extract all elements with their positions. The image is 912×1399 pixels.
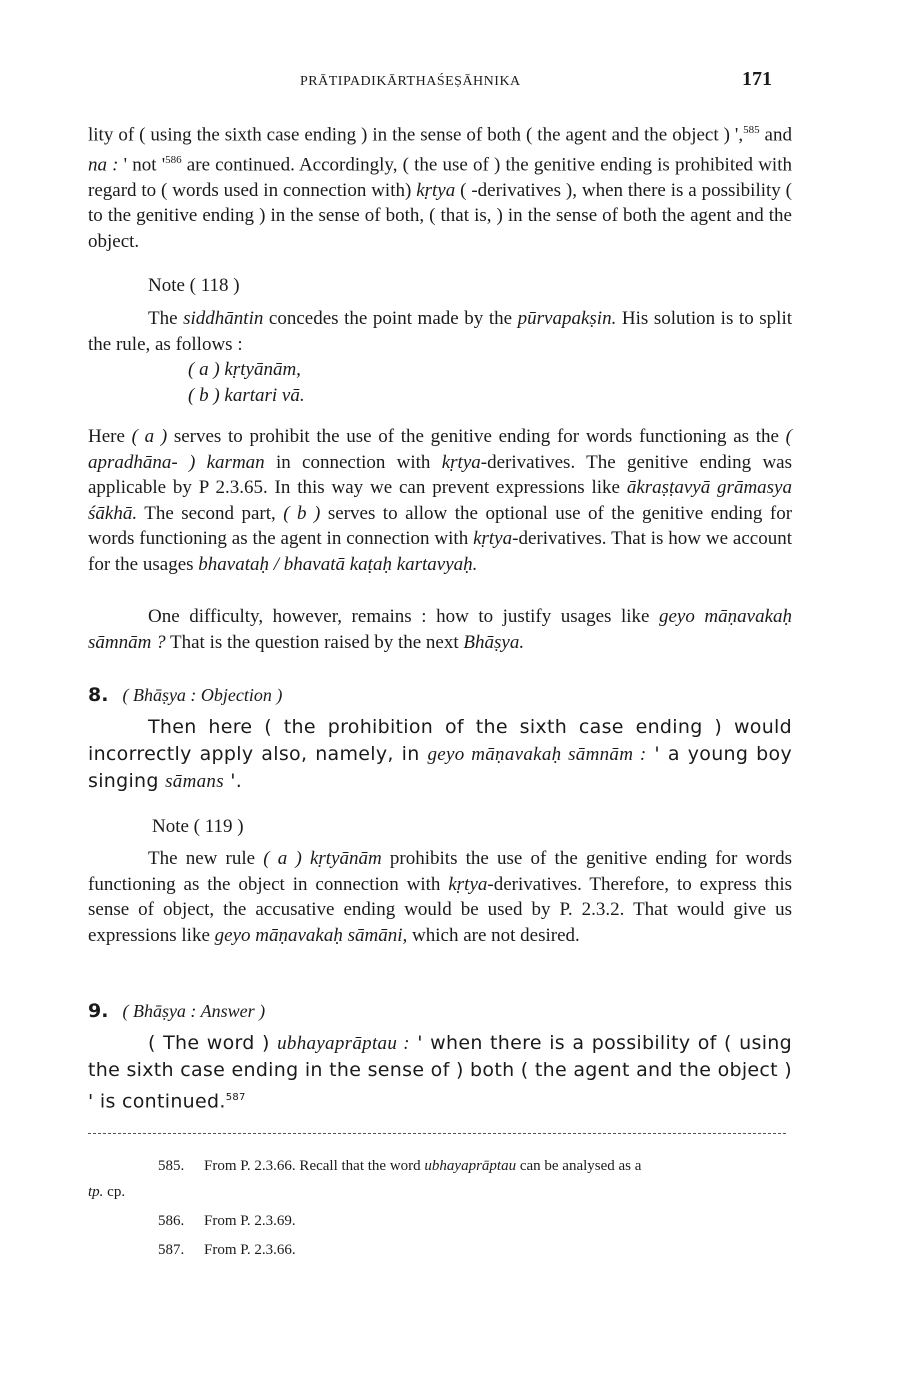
text: ' a young boy singing <box>88 743 792 792</box>
section-title: ( Bhāṣya : Objection ) <box>122 685 283 705</box>
term: ubhayaprāptau : <box>277 1033 410 1054</box>
term: geyo māṇavakaḥ sāmnām : <box>427 744 647 765</box>
term: na : <box>88 154 119 176</box>
text: '. <box>223 770 243 792</box>
term: geyo māṇavakaḥ sāmnām ? <box>88 606 792 653</box>
term: pūrvapakṣin. <box>517 308 617 329</box>
footnote-ref-587[interactable]: 587 <box>225 1092 246 1103</box>
text: From P. 2.3.66. Recall that the word <box>204 1158 425 1174</box>
term: kṛtya <box>473 528 513 549</box>
text: ( The word ) <box>148 1032 278 1054</box>
term: kṛtya <box>441 451 481 473</box>
term: ( apradhāna- ) karman <box>88 426 792 473</box>
section-title: ( Bhāṣya : Answer ) <box>122 1001 266 1021</box>
footnote-divider <box>88 1133 786 1134</box>
term: ( a ) kṛtyānām <box>263 848 382 869</box>
note-118-paragraph-1 <box>88 306 792 408</box>
term: geyo māṇavakaḥ sāmāni, <box>214 924 408 946</box>
section-9-heading <box>88 1000 265 1022</box>
text: That is the question raised by the next <box>165 631 464 653</box>
term: ( a ) <box>131 426 168 447</box>
note-119-heading: Note ( 119 ) <box>152 816 244 837</box>
footnote-number: 585. <box>158 1158 185 1174</box>
note-118-paragraph-2 <box>88 424 792 577</box>
section-number: 9. <box>88 1000 109 1022</box>
page-number: 171 <box>742 68 772 90</box>
rule-part-b: ( b ) kartari vā. <box>188 384 305 406</box>
text: cp. <box>103 1184 126 1200</box>
text: concedes the point made by the <box>263 308 518 329</box>
note-118-heading: Note ( 118 ) <box>148 275 240 296</box>
paragraph-continuation <box>88 118 792 254</box>
footnote-ref-585[interactable]: 585 <box>743 124 760 136</box>
text: The second part, <box>137 502 284 524</box>
text: ' when there is a possibility of ( using the sixth case ending in the sense of ) both ( the agent and the object ) ' is continued. <box>88 1032 792 1113</box>
term: tp. <box>88 1184 104 1200</box>
text: One difficulty, however, remains : how to justify usages like <box>148 606 659 627</box>
term: ākraṣṭavyā grāmasya śākhā. <box>88 477 792 524</box>
text: lity of ( using the sixth case ending ) in the sense of both ( the agent and the object ) ', <box>88 124 744 146</box>
text: -derivatives. The genitive ending was applicable by P 2.3.65. In this way we can prevent expressions like <box>88 451 792 498</box>
text: can be analysed as a <box>516 1158 642 1174</box>
term: kṛtya <box>448 873 488 895</box>
section-number: 8. <box>88 684 109 706</box>
text: The <box>148 308 184 329</box>
text: Then here ( the prohibition of the sixth case ending ) would incorrectly apply also, namely, in <box>88 716 792 765</box>
text: The new rule <box>148 848 264 869</box>
term: siddhāntin <box>183 308 264 329</box>
note-118-paragraph-3 <box>88 604 792 655</box>
footnote-586 <box>88 1208 794 1234</box>
footnote-587 <box>88 1237 794 1263</box>
section-8-heading <box>88 684 282 706</box>
text: -derivatives. That is how we account for the usages <box>88 528 792 575</box>
text: and <box>759 124 792 146</box>
term: ( b ) <box>283 502 321 524</box>
text: His solution is to split the rule, as follows : <box>88 308 793 355</box>
text: are continued. Accordingly, ( the use of ) the genitive ending is prohibited with regard to ( words used in connection with) <box>88 154 792 201</box>
footnote-number: 587. <box>158 1242 185 1258</box>
term: Bhāṣya. <box>463 631 525 653</box>
term: kṛtya <box>416 179 456 201</box>
text: in connection with <box>264 451 442 473</box>
footnote-ref-586[interactable]: 586 <box>165 153 182 166</box>
term: ubhayaprāptau <box>424 1158 517 1174</box>
text: ' not ' <box>118 154 166 176</box>
text: prohibits the use of the genitive ending for words functioning as the object in connection with <box>88 848 792 895</box>
term: sāmans <box>165 771 224 792</box>
text: serves to prohibit the use of the genitive ending for words functioning as the <box>167 426 786 447</box>
section-8-text <box>88 714 792 795</box>
rule-part-a: ( a ) kṛtyānām, <box>188 359 301 380</box>
term: bhavataḥ / bhavatā kaṭaḥ kartavyaḥ. <box>198 553 478 575</box>
text: From P. 2.3.66. <box>204 1242 296 1258</box>
text: Here <box>88 426 132 447</box>
note-119-paragraph <box>88 846 792 948</box>
text: ( -derivatives ), when there is a possibility ( to the genitive ending ) in the sense of both, ( that is, ) in the sense of both the agent and the object. <box>88 179 792 252</box>
footnote-585 <box>88 1153 794 1205</box>
text: From P. 2.3.69. <box>204 1213 296 1229</box>
footnote-number: 586. <box>158 1213 185 1229</box>
text: serves to allow the optional use of the genitive ending for words functioning as the agent in connection with <box>88 502 793 549</box>
section-9-text <box>88 1030 792 1115</box>
text: -derivatives. Therefore, to express this sense of object, the accusative ending would be used by P. 2.3.2. That would give us expressions like <box>88 873 792 946</box>
text: which are not desired. <box>407 924 580 946</box>
running-title: PRĀTIPADIKĀRTHAŚEṢĀHNIKA <box>300 74 521 89</box>
